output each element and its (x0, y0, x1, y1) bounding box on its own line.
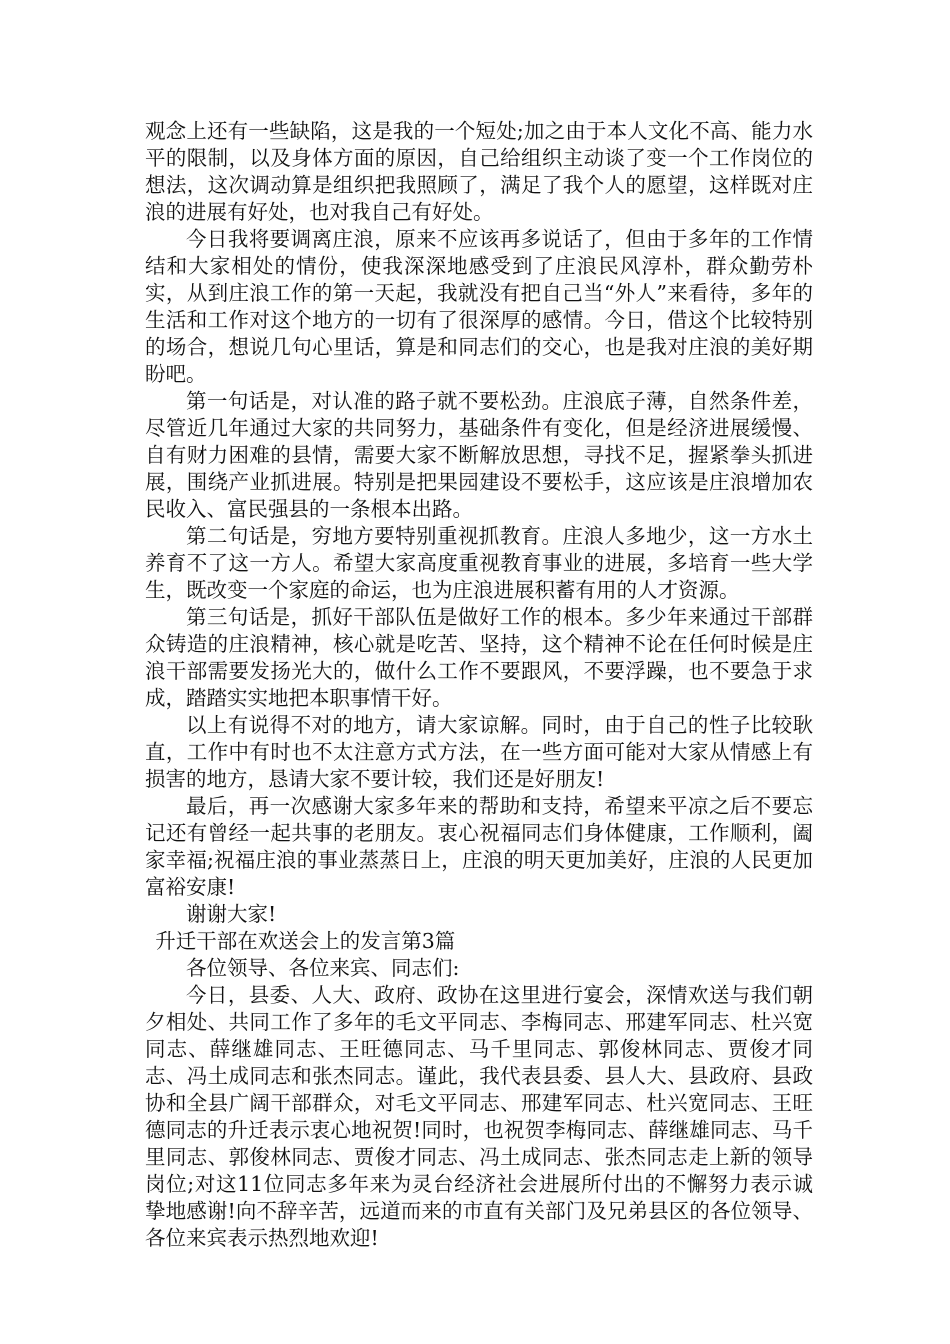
paragraph: 今日，县委、人大、政府、政协在这里进行宴会，深情欢送与我们朝夕相处、共同工作了多年的毛文平同志、李梅同志、邢建军同志、杜兴宽同志、薛继雄同志、王旺德同志、马千里同志、郭俊林同志、贾俊才同志、冯土成同志和张杰同志。谨此，我代表县委、县人大、县政府、县政协和全县广阔干部群众，对毛文平同志、邢建军同志、杜兴宽同志、王旺德同志的升迁表示衷心地祝贺!同时，也祝贺李梅同志、薛继雄同志、马千里同志、郭俊林同志、贾俊才同志、冯土成同志、张杰同志走上新的领导岗位;对这11位同志多年来为灵台经济社会进展所付出的不懈努力表示诚挚地感谢!向不辞辛苦，远道而来的市直有关部门及兄弟县区的各位领导、各位来宾表示热烈地欢迎! (145, 983, 813, 1250)
paragraph: 观念上还有一些缺陷，这是我的一个短处;加之由于本人文化不高、能力水平的限制，以及身体方面的原因，自己给组织主动谈了变一个工作岗位的想法，这次调动算是组织把我照顾了，满足了我个人的愿望，这样既对庄浪的进展有好处，也对我自己有好处。 (145, 119, 813, 224)
paragraph: 第一句话是，对认准的路子就不要松劲。庄浪底子薄，自然条件差，尽管近几年通过大家的共同努力，基础条件有变化，但是经济进展缓慢、自有财力困难的县情，需要大家不断解放思想，寻找不足，握紧拳头抓进展，围绕产业抓进展。特别是把果园建设不要松手，这应该是庄浪增加农民收入、富民强县的一条根本出路。 (145, 389, 813, 521)
paragraph: 第三句话是，抓好干部队伍是做好工作的根本。多少年来通过干部群众铸造的庄浪精神，核心就是吃苦、坚持，这个精神不论在任何时候是庄浪干部需要发扬光大的，做什么工作不要跟风，不要浮躁，也不要急于求成，踏踏实实地把本职事情干好。 (145, 605, 813, 710)
thanks-line: 谢谢大家! (186, 902, 277, 926)
document-page (145, 118, 813, 1252)
paragraph: 以上有说得不对的地方，请大家谅解。同时，由于自己的性子比较耿直，工作中有时也不太注意方式方法，在一些方面可能对大家从情感上有损害的地方，恳请大家不要计较，我们还是好朋友! (145, 713, 813, 791)
section-title: 升迁干部在欢送会上的发言第3篇 (155, 929, 456, 953)
paragraph: 最后，再一次感谢大家多年来的帮助和支持，希望来平凉之后不要忘记还有曾经一起共事的老朋友。衷心祝福同志们身体健康，工作顺利，阖家幸福;祝福庄浪的事业蒸蒸日上，庄浪的明天更加美好，庄浪的人民更加富裕安康! (145, 794, 813, 899)
paragraph: 今日我将要调离庄浪，原来不应该再多说话了，但由于多年的工作情结和大家相处的情份，使我深深地感受到了庄浪民风淳朴，群众勤劳朴实，从到庄浪工作的第一天起，我就没有把自己当“外人”来看待，多年的生活和工作对这个地方的一切有了很深厚的感情。今日，借这个比较特别的场合，想说几句心里话，算是和同志们的交心，也是我对庄浪的美好期盼吧。 (145, 227, 813, 386)
salutation: 各位领导、各位来宾、同志们: (186, 956, 460, 980)
paragraph: 第二句话是，穷地方要特别重视抓教育。庄浪人多地少，这一方水土养育不了这一方人。希望大家高度重视教育事业的进展，多培育一些大学生，既改变一个家庭的命运，也为庄浪进展积蓄有用的人才资源。 (145, 524, 813, 602)
